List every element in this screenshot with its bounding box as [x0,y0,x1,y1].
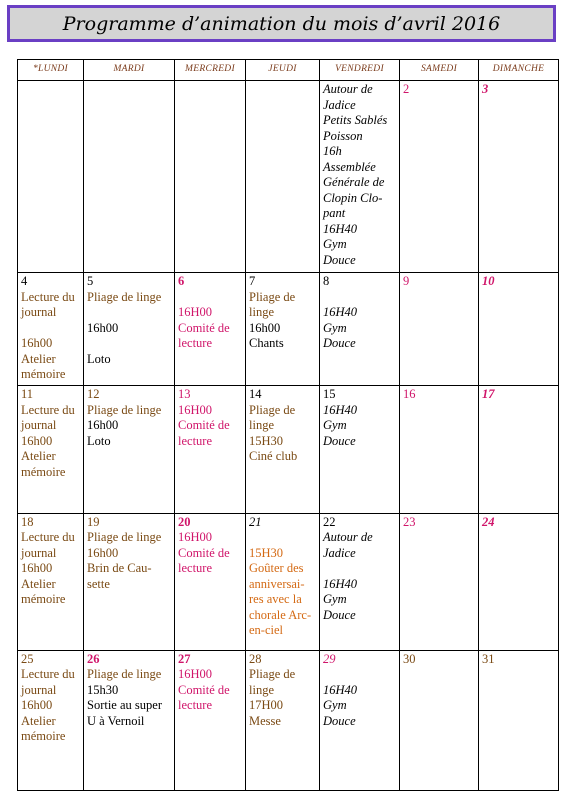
day-cell-tuesday [84,513,175,650]
day-cell-wednesday [175,386,246,514]
activity-line: 16H40 [323,682,358,697]
day-number: 17 [482,387,495,402]
activity-line: 16h00 [21,561,53,576]
day-number: 11 [21,387,34,402]
activity-line: Gym [323,237,347,252]
day-number: 2 [403,82,410,97]
day-number: 6 [178,274,185,289]
activity-list [87,418,171,449]
activity-line: 16h00 [87,320,119,335]
activity-line: Lecture du [21,667,75,682]
activity-list [21,290,80,383]
activity-list [21,667,80,745]
day-cell-friday [320,513,400,650]
day-number: 8 [323,274,330,289]
activity-line: Assemblée [323,159,376,174]
activity-line: 16h00 [87,418,119,433]
activity-line [323,290,396,306]
calendar-table [17,59,559,791]
activity-line: linge [249,682,274,697]
activity-list [87,683,171,730]
activity-line: U à Vernoil [87,713,145,728]
week-row-5 [18,650,559,790]
day-cell-sunday [479,273,559,386]
day-cell-wednesday [175,650,246,790]
activity-line: Pliage de linge [87,402,162,417]
day-cell-thursday [246,386,320,514]
day-cell-sunday [479,81,559,273]
day-cell-thursday [246,273,320,386]
activity-list [249,321,316,352]
day-number: 31 [482,651,495,666]
activity-list [87,403,171,419]
day-number: 27 [178,651,191,666]
day-cell-wednesday [175,513,246,650]
activity-line: Comité de [178,545,230,560]
activity-line: sette [87,576,110,591]
activity-line: anniversai- [249,576,305,591]
activity-line: 16H40 [323,402,358,417]
activity-list [178,403,242,450]
page-title: Programme d’animation du mois d’avril 2016 [62,12,501,35]
day-number: 5 [87,274,94,289]
activity-line: Douce [323,336,356,351]
day-cell-monday [18,513,84,650]
day-cell-saturday [400,513,479,650]
activity-line: journal [21,305,57,320]
activity-line: 16h00 [21,433,53,448]
activity-line: journal [21,682,57,697]
day-number: 20 [178,514,191,529]
activity-line: 16H00 [178,402,213,417]
activity-list [249,449,316,465]
activity-line: lecture [178,561,213,576]
activity-line: Autour de [323,82,373,97]
activity-line [178,290,242,306]
day-cell-tuesday [84,273,175,386]
activity-line: Douce [323,433,356,448]
activity-list [21,403,80,481]
activity-line: lecture [178,433,213,448]
day-number: 26 [87,651,100,666]
day-number: 16 [403,387,416,402]
activity-line: Gym [323,698,347,713]
activity-line: 16h00 [21,698,53,713]
activity-line: 16H00 [178,305,213,320]
activity-line: Messe [249,713,281,728]
header-tuesday: MARDI [84,60,175,81]
activity-line: Lecture du [21,402,75,417]
day-cell-sunday [479,513,559,650]
activity-line: Comité de [178,320,230,335]
activity-line [87,305,171,321]
activity-line: Chants [249,336,284,351]
activity-line: Loto [87,351,111,366]
day-cell-monday [18,273,84,386]
day-number: 4 [21,274,28,289]
day-number: 18 [21,514,34,529]
week-row-2 [18,273,559,386]
activity-line: Brin de Cau- [87,561,152,576]
day-cell-tuesday [84,650,175,790]
header-saturday: SAMEDI [400,60,479,81]
activity-line: 16h00 [21,336,53,351]
activity-line [323,667,396,683]
day-number: 29 [323,651,336,666]
title-banner [7,5,556,42]
activity-line: 15h30 [87,682,119,697]
activity-line: Jadice [323,545,356,560]
activity-line: Poisson [323,128,363,143]
activity-line: Ciné club [249,449,298,464]
day-cell-friday [320,386,400,514]
activity-list [323,667,396,729]
day-cell-sunday [479,386,559,514]
activity-line: lecture [178,698,213,713]
activity-list [249,667,316,729]
activity-list [249,403,316,450]
activity-line: Clopin Clo- [323,190,383,205]
activity-list [87,321,171,368]
activity-line: 16h00 [249,320,281,335]
day-cell-empty [246,81,320,273]
day-cell-thursday [246,650,320,790]
day-cell-saturday [400,81,479,273]
header-friday: VENDREDI [320,60,400,81]
activity-line: pant [323,206,346,221]
activity-line: Goûter des [249,561,304,576]
activity-line: journal [21,545,57,560]
activity-line: 16H00 [178,667,213,682]
day-number: 23 [403,514,416,529]
activity-line: Atelier [21,351,56,366]
day-number: 28 [249,651,262,666]
activity-list [323,290,396,352]
activity-list [323,530,396,623]
activity-line: Atelier [21,576,56,591]
activity-line: 16h [323,144,342,159]
activity-line: linge [249,418,274,433]
activity-line: Pliage de linge [87,530,162,545]
day-cell-friday [320,81,400,273]
day-cell-sunday [479,650,559,790]
activity-list [87,530,171,592]
day-cell-saturday [400,650,479,790]
activity-line: Atelier [21,713,56,728]
activity-line: Pliage de [249,667,296,682]
activity-line: mémoire [21,592,66,607]
day-number: 10 [482,274,495,289]
day-cell-friday [320,650,400,790]
activity-line: Pliage de linge [87,667,162,682]
activity-line: Lecture du [21,289,75,304]
activity-line: lecture [178,336,213,351]
header-sunday: DIMANCHE [479,60,559,81]
activity-line: Gym [323,320,347,335]
day-number: 19 [87,514,100,529]
activity-line: Petits Sablés [323,113,388,128]
activity-line: Autour de [323,530,373,545]
day-number: 9 [403,274,410,289]
header-row [18,60,559,81]
activity-list [178,667,242,714]
activity-list [323,403,396,450]
day-cell-friday [320,273,400,386]
activity-line: chorale Arc- [249,607,312,622]
activity-line: 16H40 [323,305,358,320]
day-number: 12 [87,387,100,402]
header-thursday: JEUDI [246,60,320,81]
activity-line: Pliage de linge [87,289,162,304]
day-number: 3 [482,82,489,97]
day-number: 21 [249,514,262,529]
header-monday: *LUNDI [18,60,84,81]
activity-list [249,290,316,321]
day-cell-wednesday [175,273,246,386]
day-number: 13 [178,387,191,402]
day-number: 22 [323,514,336,529]
day-cell-saturday [400,273,479,386]
header-wednesday: MERCREDI [175,60,246,81]
day-number: 14 [249,387,262,402]
activity-line: en-ciel [249,623,284,638]
day-number: 15 [323,387,336,402]
activity-line: 16H40 [323,576,358,591]
day-cell-monday [18,650,84,790]
activity-line: 15H30 [249,433,284,448]
activity-line [323,561,396,577]
activity-line: Comité de [178,418,230,433]
activity-list [323,82,396,268]
week-row-1 [18,81,559,273]
activity-list [249,530,316,639]
activity-line: res avec la [249,592,302,607]
activity-line: mémoire [21,729,66,744]
day-cell-monday [18,386,84,514]
activity-line: 15H30 [249,545,284,560]
activity-line: Pliage de [249,289,296,304]
day-cell-empty [175,81,246,273]
day-number: 7 [249,274,256,289]
activity-line: mémoire [21,464,66,479]
activity-list [178,290,242,352]
activity-line: mémoire [21,367,66,382]
activity-line: Gym [323,418,347,433]
activity-line: Douce [323,713,356,728]
activity-line: Loto [87,433,111,448]
activity-line: journal [21,418,57,433]
activity-line: Lecture du [21,530,75,545]
activity-list [87,667,171,683]
activity-line: 16H00 [178,530,213,545]
activity-line: Jadice [323,97,356,112]
activity-line [21,321,80,337]
activity-line [249,530,316,546]
day-number: 25 [21,651,34,666]
day-cell-empty [84,81,175,273]
day-cell-thursday [246,513,320,650]
activity-list [178,530,242,577]
activity-line: 17H00 [249,698,284,713]
activity-line: Pliage de [249,402,296,417]
activity-line: 16h00 [87,545,119,560]
week-row-4 [18,513,559,650]
activity-line: Douce [323,252,356,267]
activity-line [87,336,171,352]
activity-line: Douce [323,607,356,622]
day-cell-saturday [400,386,479,514]
day-cell-empty [18,81,84,273]
activity-line: linge [249,305,274,320]
activity-list [87,290,171,321]
day-number: 24 [482,514,495,529]
day-cell-tuesday [84,386,175,514]
day-number: 30 [403,651,416,666]
activity-list [21,530,80,608]
activity-line: Atelier [21,449,56,464]
activity-line: 16H40 [323,221,358,236]
activity-line: Comité de [178,682,230,697]
activity-line: Sortie au super [87,698,162,713]
week-row-3 [18,386,559,514]
activity-line: Gym [323,592,347,607]
activity-line: Générale de [323,175,385,190]
